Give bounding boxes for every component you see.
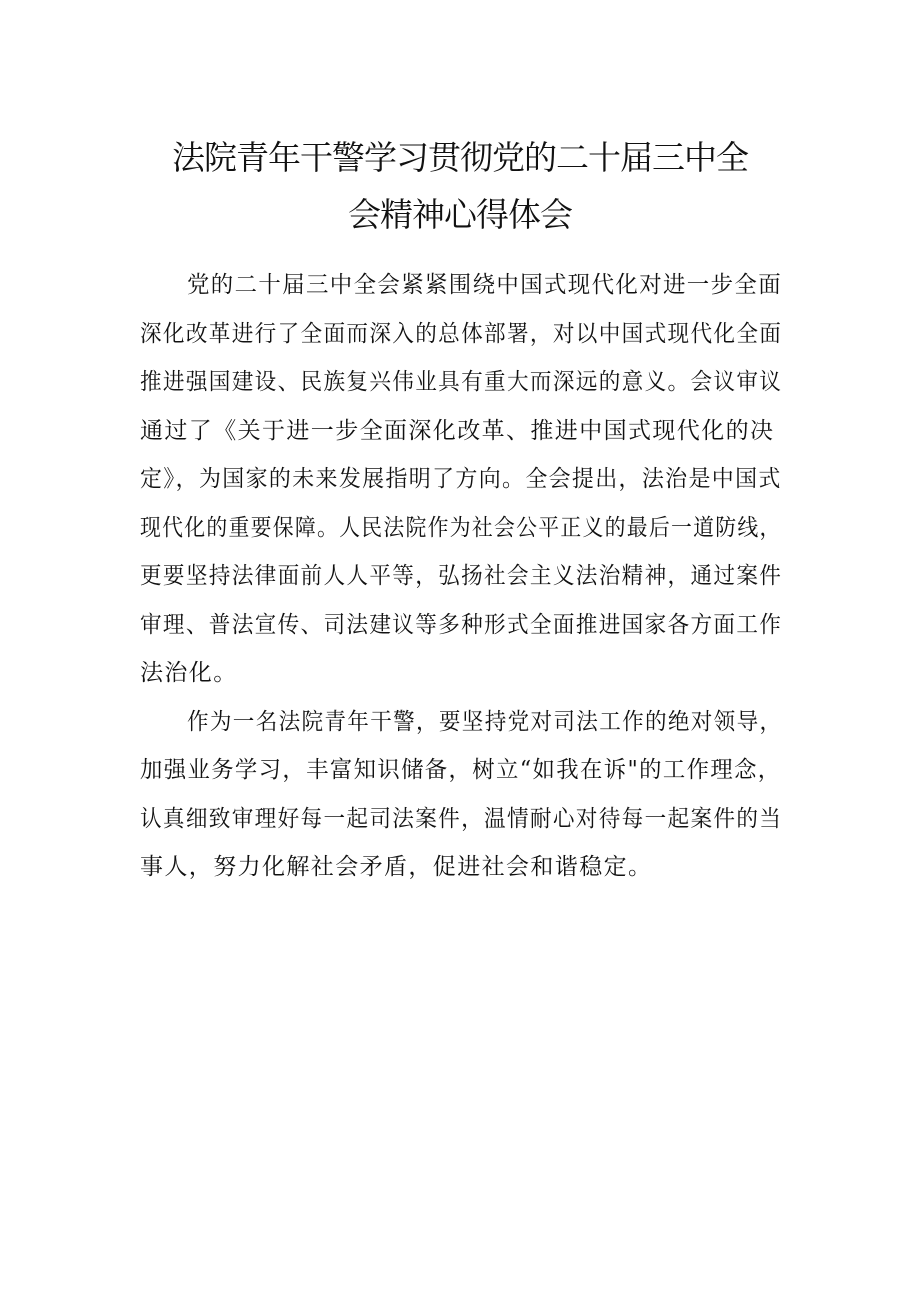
paragraph-1-line-9: 法治化。 <box>140 660 238 686</box>
document-title-line-1: 法院青年干警学习贯彻党的二十届三中全 <box>172 138 748 177</box>
paragraph-2-line-4: 事人，努力化解社会矛盾，促进社会和谐稳定。 <box>140 854 653 880</box>
paragraph-2-line-2: 加强业务学习，丰富知识储备，树立“如我在诉"的工作理念， <box>140 757 782 783</box>
paragraph-1-line-2: 深化改革进行了全面而深入的总体部署，对以中国式现代化全面 <box>140 321 783 347</box>
paragraph-2-line-3: 认真细致审理好每一起司法案件，温情耐心对待每一起案件的当 <box>140 806 783 832</box>
paragraph-1-line-1: 党的二十届三中全会紧紧围绕中国式现代化对进一步全面 <box>187 272 782 298</box>
paragraph-1-line-5: 定》，为国家的未来发展指明了方向。全会提出，法治是中国式 <box>140 466 782 492</box>
paragraph-1-line-7: 更要坚持法律面前人人平等，弘扬社会主义法治精神，通过案件 <box>140 563 783 589</box>
paragraph-1-line-4: 通过了《关于进一步全面深化改革、推进中国式现代化的决 <box>140 418 775 444</box>
paragraph-1-line-6: 现代化的重要保障。人民法院作为社会公平正义的最后一道防线， <box>140 515 782 541</box>
paragraph-1-line-8: 审理、普法宣传、司法建议等多种形式全面推进国家各方面工作 <box>140 612 783 638</box>
document-title-line-2: 会精神心得体会 <box>348 195 572 234</box>
paragraph-1-line-3: 推进强国建设、民族复兴伟业具有重大而深远的意义。会议审议 <box>140 369 783 395</box>
paragraph-2-line-1: 作为一名法院青年干警，要坚持党对司法工作的绝对领导， <box>187 709 783 735</box>
